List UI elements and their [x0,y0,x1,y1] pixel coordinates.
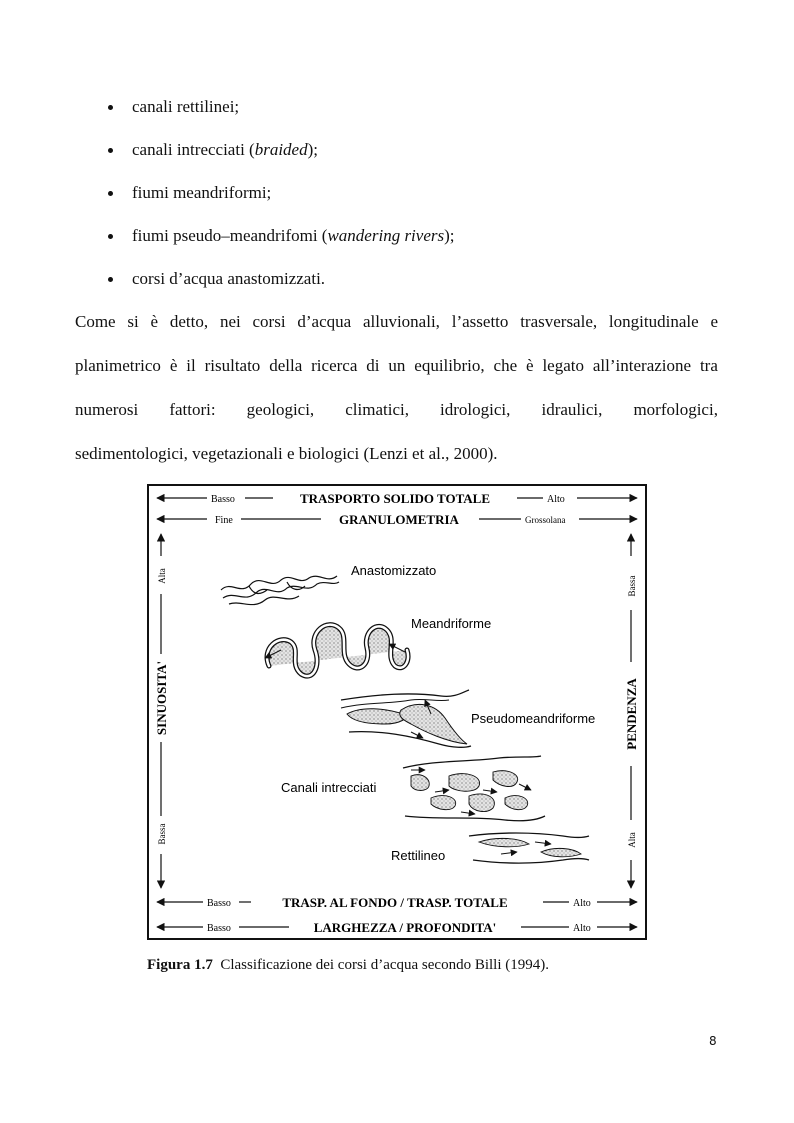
paragraph-line-3 [75,394,718,438]
anastomosing-channel-drawing [221,576,339,605]
bottom2-left-label: Basso [207,923,231,934]
bottom1-right-label: Alto [573,898,591,909]
straight-channel-drawing [469,833,589,863]
paragraph-line-1 [75,306,718,350]
paragraph-word: un [388,356,406,375]
bottom2-title: LARGHEZZA / PROFONDITA' [313,920,497,935]
list-item-text: canali intrecciati ( [132,140,255,159]
paragraph-word: all’interazione [592,356,692,375]
label-meandriforme: Meandriforme [411,616,492,631]
paragraph-word: equilibrio, [414,356,485,375]
meandering-channel-drawing [265,625,408,676]
right-axis-title: PENDENZA [624,678,639,750]
label-pseudomeandriforme: Pseudomeandriforme [471,711,596,726]
classification-diagram [149,486,645,938]
paragraph-line-2 [75,350,718,394]
paragraph-word: che [493,356,518,375]
label-canali-intrecciati: Canali intrecciati [281,780,377,795]
bottom1-left-label: Basso [207,898,231,909]
right-axis-bottom-label: Alta [627,832,637,848]
paragraph-word: risultato [204,356,261,375]
paragraph-word: alluvionali, [362,312,440,331]
paragraph-word: fattori: [169,400,216,419]
bottom1-title: TRASP. AL FONDO / TRASP. TOTALE [282,895,508,910]
top1-right-label: Alto [547,494,565,505]
caption-text: Classificazione dei corsi d’acqua secondo Billi (1994). [220,957,549,973]
top1-left-label: Basso [211,494,235,505]
list-item [104,135,455,178]
list-item-text-end: ); [444,226,455,245]
list-item-text-end: ); [307,140,318,159]
paragraph-word: planimetrico [75,356,161,375]
paragraph-word: è [526,356,534,375]
list-item [104,264,455,307]
paragraph-word: e [710,312,718,331]
paragraph-word: climatici, [345,400,409,419]
paragraph-word: idrologici, [440,400,511,419]
bullet-icon [108,105,113,110]
bullet-icon [108,234,113,239]
paragraph-word: nei [219,312,241,331]
left-axis-title: SINUOSITA' [154,660,169,736]
list-item-text: fiumi meandriformi; [132,183,272,202]
wandering-channel-drawing [341,690,471,747]
right-axis-top-label: Bassa [627,575,637,597]
paragraph-word: tra [699,356,718,375]
label-rettilineo: Rettilineo [391,848,446,863]
paragraph-word: corsi [252,312,286,331]
top2-right-label: Grossolana [525,515,566,525]
page-number: 8 [709,1034,717,1048]
paragraph-line-4: sedimentologici, vegetazionali e biologici (Lenzi et al., 2000). [75,444,498,463]
braided-channel-drawing [403,756,545,821]
paragraph-word: di [366,356,380,375]
paragraph-word: della [269,356,303,375]
list-item [104,221,455,264]
paragraph-word: l’assetto [451,312,509,331]
left-axis-bottom-label: Bassa [157,823,167,845]
list-item-text: fiumi pseudo–meandrifomi ( [132,226,328,245]
paragraph-word: ricerca [311,356,358,375]
paragraph-word: numerosi [75,400,139,419]
paragraph-word: Come [75,312,116,331]
paragraph-word: si [127,312,139,331]
paragraph-word: è [169,356,178,375]
left-axis-top-label: Alta [157,568,167,584]
body-paragraph [75,306,718,482]
bullet-icon [108,148,113,153]
list-item-italic: braided [254,140,308,159]
paragraph-word: longitudinale [608,312,699,331]
paragraph-word: è [150,312,159,331]
paragraph-word: morfologici, [633,400,718,419]
bottom2-right-label: Alto [573,923,591,934]
top2-left-label: Fine [215,515,233,526]
figure-caption [147,957,549,974]
top2-title: GRANULOMETRIA [339,512,459,527]
list-item [104,178,455,221]
paragraph-word: il [186,356,196,375]
paragraph-word: detto, [169,312,209,331]
caption-label: Figura 1.7 [147,957,213,973]
paragraph-word: legato [542,356,584,375]
top1-title: TRASPORTO SOLIDO TOTALE [299,491,491,506]
list-item-text: corsi d’acqua anastomizzati. [132,269,326,288]
list-item [104,92,455,135]
list-item-text: canali rettilinei; [132,97,240,116]
list-item-italic: wandering rivers [327,226,445,245]
label-anastomizzato: Anastomizzato [351,563,437,578]
river-classification-figure [147,484,647,940]
river-type-list [104,92,455,307]
paragraph-word: idraulici, [541,400,603,419]
paragraph-word: trasversale, [520,312,598,331]
bullet-icon [108,191,113,196]
paragraph-word: d’acqua [297,312,352,331]
paragraph-word: geologici, [246,400,315,419]
bullet-icon [108,277,113,282]
